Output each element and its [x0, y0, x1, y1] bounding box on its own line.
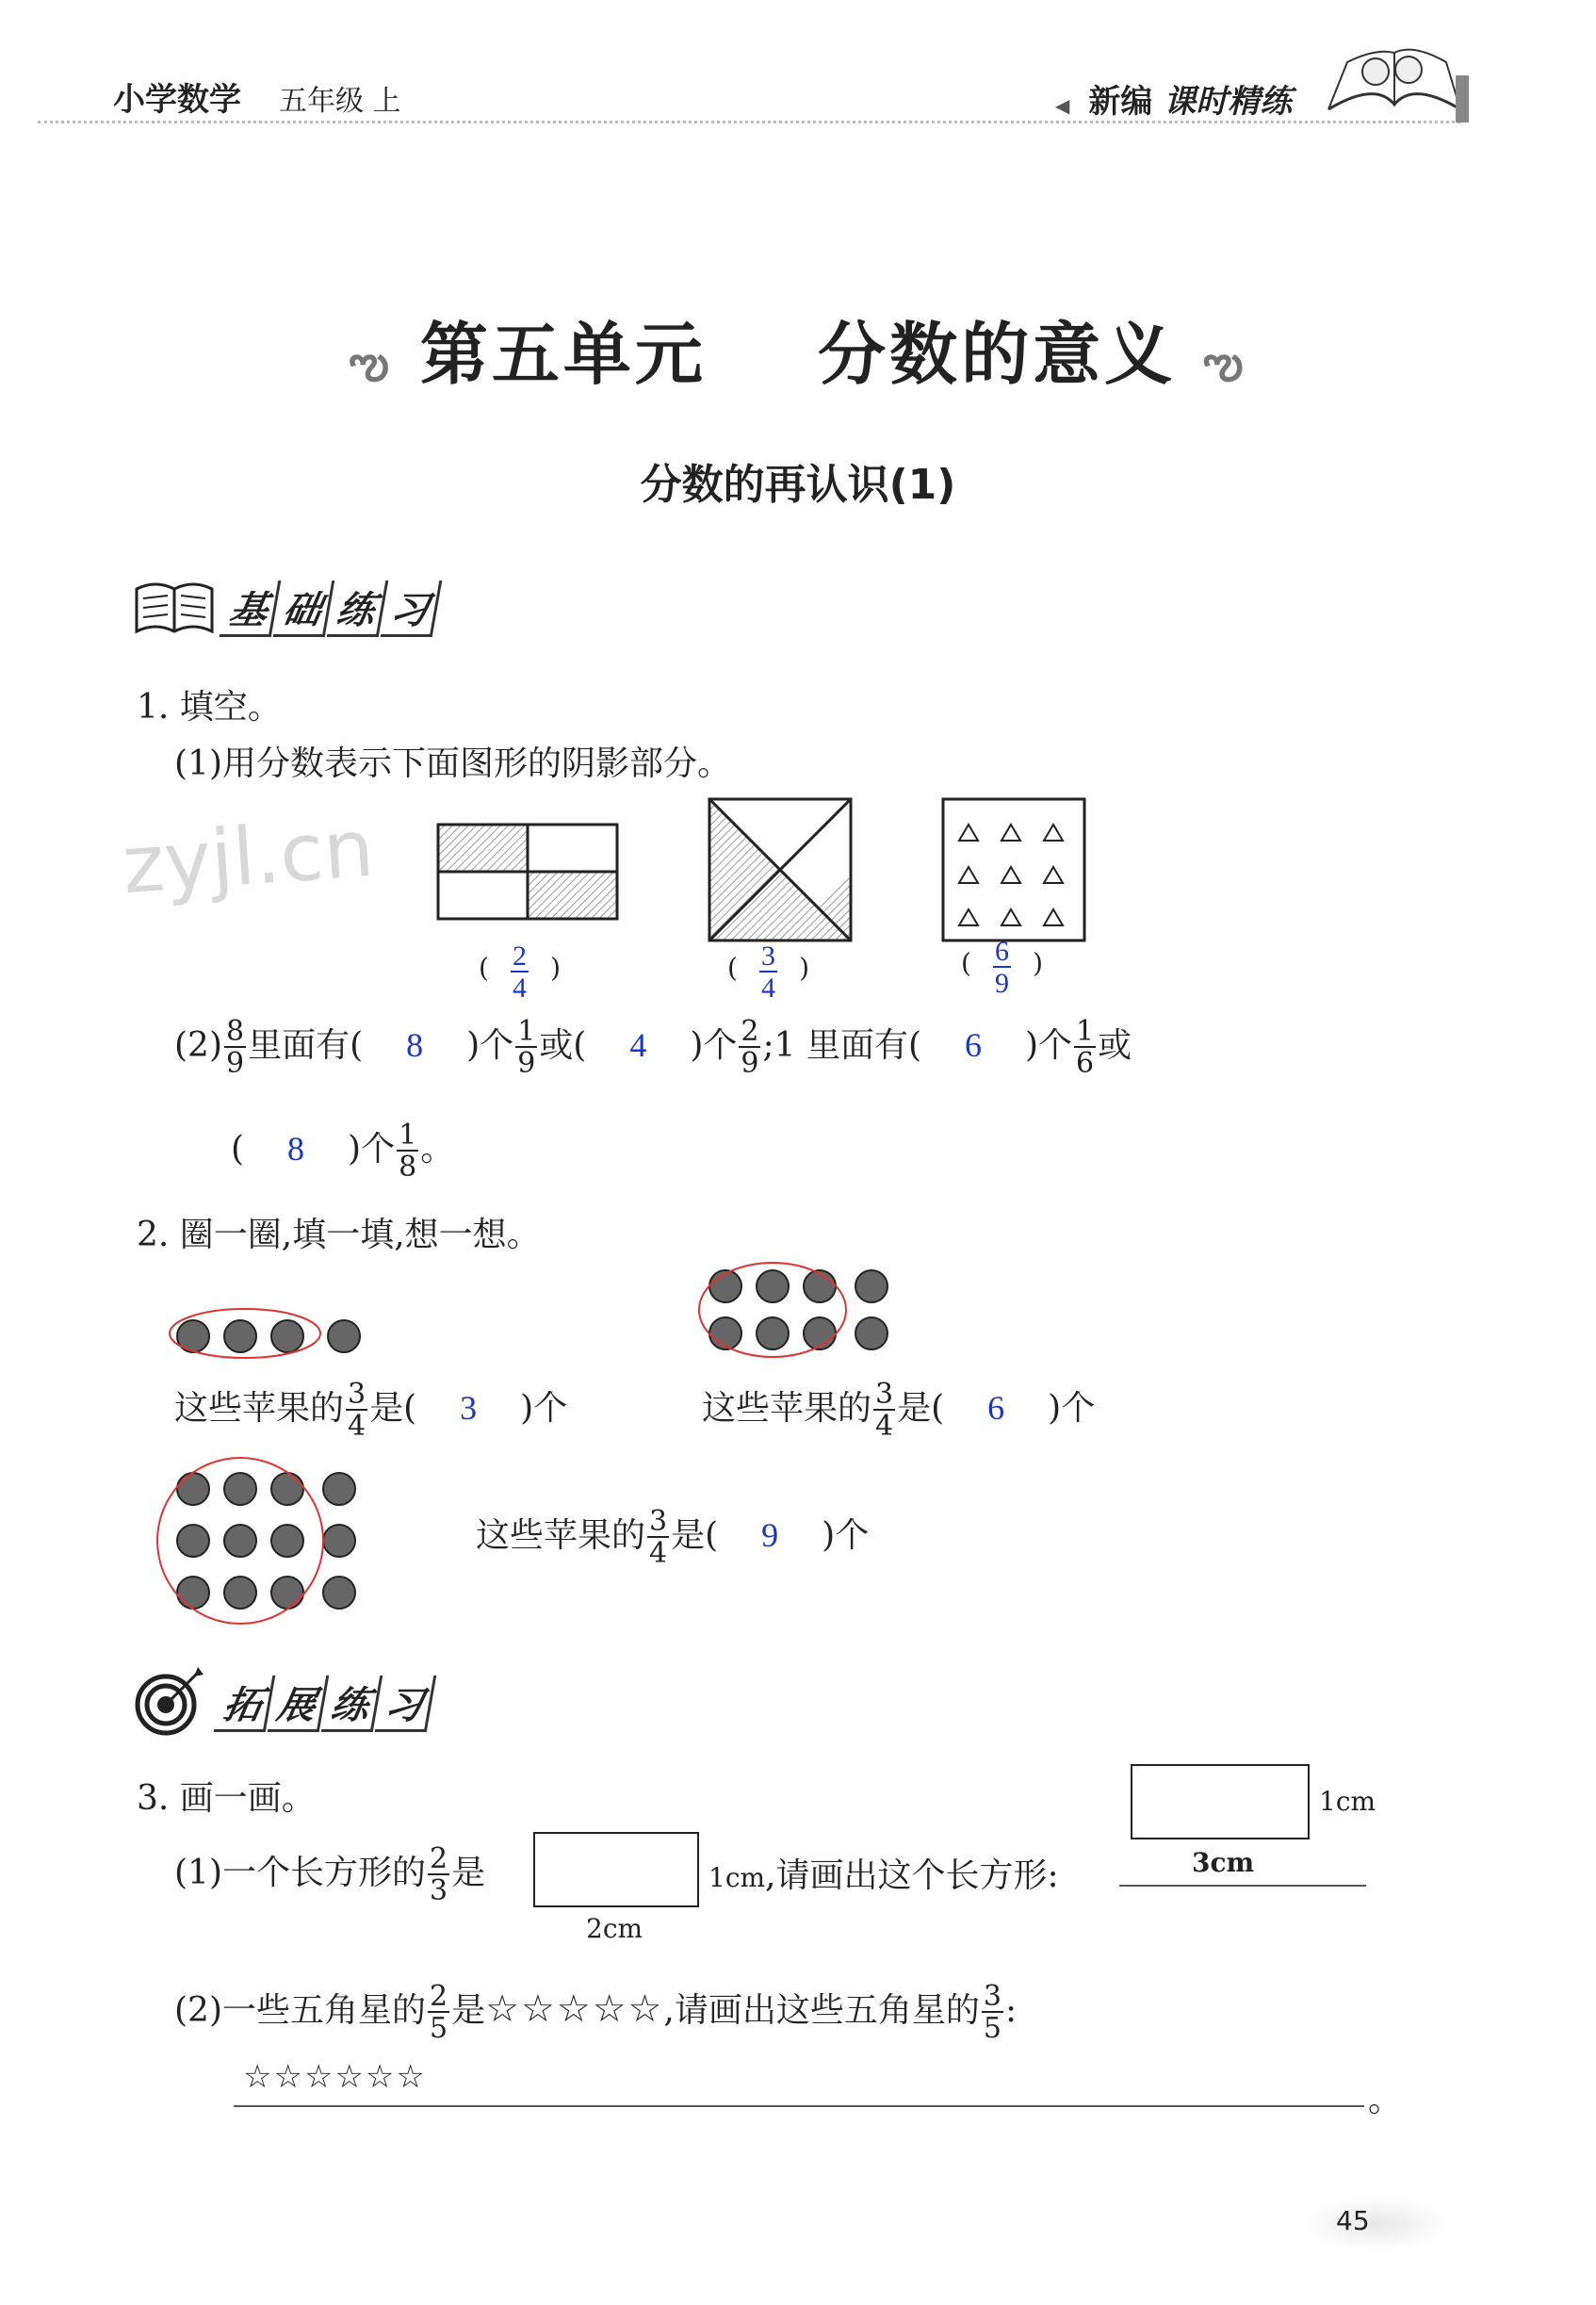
- end-mark: 。: [1368, 2081, 1403, 2119]
- text: )个: [1048, 1389, 1096, 1428]
- page-number: 45: [1336, 2205, 1370, 2236]
- denominator: 4: [348, 1410, 366, 1443]
- triangle-left-icon: ◀: [1055, 94, 1070, 117]
- apples-12: [151, 1456, 377, 1635]
- header-bar: [1456, 75, 1469, 123]
- denominator: 3: [430, 1874, 448, 1907]
- section-char: 习: [381, 580, 443, 637]
- text: 是(: [671, 1516, 719, 1555]
- text: )个: [690, 1026, 738, 1065]
- text: )个: [1025, 1026, 1073, 1065]
- q2-sentence-1: [174, 1378, 568, 1443]
- text: 是: [451, 1991, 486, 2030]
- watermark: zyjl.cn: [119, 801, 377, 912]
- text: 。: [420, 1130, 455, 1169]
- text: )个: [466, 1026, 514, 1065]
- square-triangles-figure: [707, 796, 854, 943]
- numerator: 1: [517, 1015, 536, 1048]
- numerator: 2: [430, 1842, 448, 1875]
- section-char: 拓: [214, 1676, 276, 1732]
- numerator: 3: [649, 1505, 668, 1538]
- numerator: 3: [875, 1378, 894, 1411]
- numerator: 1: [1076, 1015, 1095, 1048]
- text: 或(: [539, 1026, 587, 1065]
- unit-title: [0, 300, 1596, 401]
- denominator: 6: [1076, 1047, 1095, 1080]
- text: 这些苹果的: [702, 1389, 872, 1428]
- section-char: 练: [327, 580, 389, 637]
- page-number-shade: [1300, 2196, 1451, 2252]
- answer: 8: [287, 1130, 305, 1168]
- swirl-icon: ఌ: [1203, 336, 1247, 389]
- q1-part1-label: (1)用分数表示下面图形的阴影部分。: [174, 744, 731, 783]
- bottom-label: 2cm: [586, 1913, 643, 1944]
- numerator: 3: [983, 1980, 1002, 2013]
- answer-rectangle: [1131, 1764, 1310, 1839]
- series-prefix: 新编: [1088, 83, 1153, 121]
- text: )个: [348, 1130, 396, 1169]
- answer: 6: [965, 1026, 982, 1064]
- text: ,请画出这些五角星的: [663, 1991, 980, 2030]
- q3-part1-text: [174, 1842, 486, 1907]
- text: :: [1004, 1991, 1018, 2030]
- section-char: 练: [321, 1676, 383, 1732]
- numerator: 1: [399, 1119, 417, 1152]
- unit-topic: 分数的意义: [818, 314, 1177, 394]
- text: 这些苹果的: [174, 1389, 345, 1428]
- denominator: 4: [649, 1537, 668, 1570]
- text: ,请画出这个长方形:: [765, 1856, 1059, 1895]
- target-icon: [132, 1663, 207, 1739]
- answer-height-label: 1cm: [1319, 1786, 1376, 1817]
- part-prefix: (2): [174, 1026, 222, 1065]
- q3-part1-text-2: [708, 1849, 1059, 1897]
- q1-part2-line2: [231, 1121, 454, 1182]
- numerator: 2: [430, 1980, 448, 2013]
- numerator: 8: [226, 1015, 245, 1048]
- answer-width-label: 3cm: [1192, 1847, 1255, 1878]
- answer-line-1: [1119, 1885, 1366, 1887]
- text: 或: [1098, 1026, 1132, 1065]
- section-char: 习: [375, 1676, 437, 1732]
- numerator: 3: [761, 940, 776, 972]
- text: 是(: [369, 1389, 417, 1428]
- unit-number: 第五单元: [419, 314, 707, 394]
- grade-label: 五年级 上: [279, 85, 401, 118]
- text: )个: [520, 1389, 568, 1428]
- text: ;1 里面有(: [762, 1026, 921, 1065]
- text: 是: [451, 1854, 486, 1892]
- answer-line-2: [234, 2105, 1364, 2107]
- numerator: 6: [995, 936, 1010, 967]
- q2-sentence-2: [702, 1378, 1096, 1443]
- lesson-title: 分数的再认识(1): [640, 461, 956, 509]
- denominator: 5: [430, 2012, 448, 2045]
- text: 是(: [897, 1389, 945, 1428]
- answer: 4: [629, 1026, 647, 1064]
- open-book-icon: [1319, 34, 1470, 128]
- star-icon: ☆☆☆☆☆: [485, 1987, 664, 2031]
- header-subject: [113, 74, 401, 120]
- swirl-icon: ఌ: [349, 336, 393, 389]
- denominator: 5: [983, 2012, 1002, 2045]
- q1-answer-2: ( $\frac{3}{4}$ ): [727, 940, 810, 1004]
- text: 这些苹果的: [476, 1516, 646, 1555]
- text: (: [231, 1130, 245, 1169]
- answer: 8: [406, 1026, 424, 1064]
- denominator: 9: [995, 968, 1010, 999]
- numerator: 3: [348, 1378, 366, 1411]
- header-series: [1055, 75, 1292, 122]
- numerator: 2: [741, 1015, 759, 1048]
- section-char: 基: [220, 580, 282, 637]
- denominator: 9: [741, 1047, 759, 1080]
- section-char: 展: [268, 1676, 330, 1732]
- q3-label: 3. 画一画。: [137, 1779, 316, 1818]
- text: (1)一个长方形的: [174, 1854, 426, 1892]
- denominator: 9: [226, 1047, 245, 1080]
- section-ext-title: [219, 1676, 433, 1732]
- numerator: 2: [513, 940, 528, 972]
- rectangle-quarters-figure: [433, 820, 622, 924]
- given-rectangle: [533, 1832, 699, 1907]
- q1-label: 1. 填空。: [137, 688, 282, 727]
- section-basic-title: [224, 580, 439, 637]
- denominator: 8: [399, 1151, 417, 1184]
- denominator: 4: [875, 1410, 894, 1443]
- book-icon: [132, 575, 217, 641]
- q1-part2-line1: [174, 1015, 1132, 1080]
- triangle-grid-figure: [940, 796, 1087, 943]
- denominator: 9: [517, 1047, 536, 1080]
- denominator: 4: [513, 973, 528, 1004]
- q3-part2-text: [174, 1980, 1018, 2045]
- apples-8: [697, 1258, 904, 1362]
- apples-4: [160, 1305, 377, 1362]
- q2-sentence-3: [476, 1505, 870, 1570]
- denominator: 4: [761, 973, 776, 1004]
- answer: 6: [987, 1389, 1005, 1427]
- q1-answer-1: ( $\frac{2}{4}$ ): [479, 940, 562, 1004]
- answer: 9: [761, 1516, 779, 1554]
- answer-stars: ☆☆☆☆☆☆: [243, 2058, 427, 2096]
- side-label: 1cm: [708, 1862, 766, 1893]
- text: (2)一些五角星的: [174, 1991, 426, 2030]
- q1-answer-3: ( $\frac{6}{9}$ ): [961, 936, 1044, 999]
- text: 里面有(: [248, 1026, 364, 1065]
- series-title: 课时精练: [1164, 83, 1293, 121]
- subject-label: 小学数学: [113, 81, 241, 119]
- section-char: 础: [273, 580, 335, 637]
- answer: 3: [460, 1389, 478, 1427]
- q2-label: 2. 圈一圈,填一填,想一想。: [137, 1216, 541, 1254]
- text: )个: [822, 1516, 870, 1555]
